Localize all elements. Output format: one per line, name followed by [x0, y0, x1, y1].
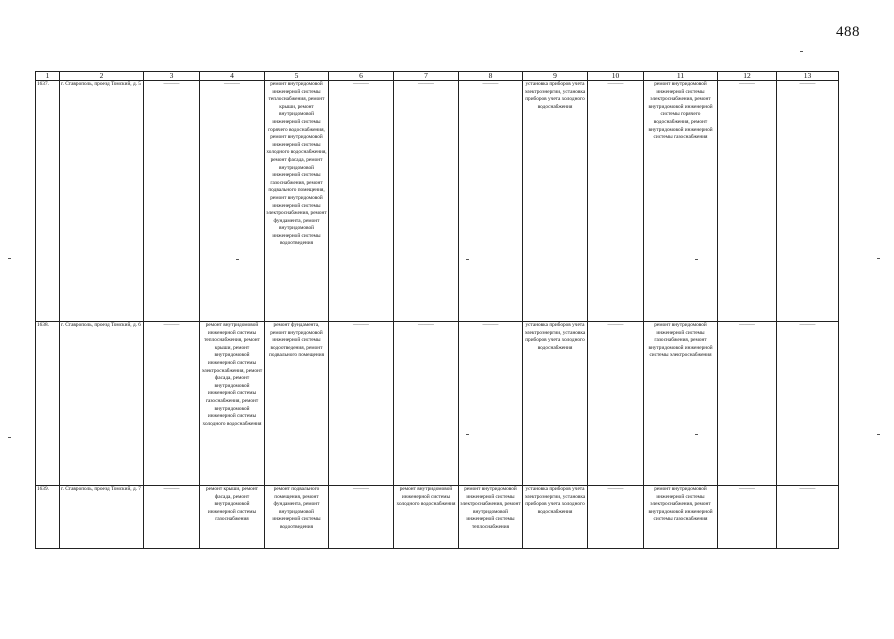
table-row	[36, 486, 839, 549]
table-cell: ———	[777, 81, 839, 322]
table-cell: ———	[459, 81, 523, 322]
scan-speck	[695, 434, 698, 435]
table-cell: ———	[144, 81, 200, 322]
column-header: 9	[523, 72, 588, 81]
table-cell: ———	[718, 81, 777, 322]
column-header: 2	[60, 72, 144, 81]
table-cell: ———	[394, 81, 459, 322]
table-cell: ремонт внутридомовой инженерной системы теплоснабжения, ремонт крыши, ремонт внутридомовой инженерной системы электроснабжения, ремонт фасада, ремонт внутридомовой инженерной системы газоснабжения, ремонт внутридомовой инженерной системы холодного водоснабжения	[200, 322, 265, 486]
row-address: г. Ставрополь, проезд Томский, д. 5	[60, 81, 144, 322]
scan-speck	[877, 434, 880, 435]
table-row	[36, 322, 839, 486]
row-number: 1638.	[36, 322, 60, 486]
scan-speck	[466, 434, 469, 435]
table-cell: установка приборов учета электроэнергии, установка приборов учета холодного водоснабжения	[523, 322, 588, 486]
header-row	[36, 72, 839, 81]
table-cell: ———	[588, 81, 644, 322]
scan-speck	[695, 259, 698, 260]
table-cell: ———	[718, 486, 777, 549]
table-cell: установка приборов учета электроэнергии, установка приборов учета холодного водоснабжения	[523, 81, 588, 322]
table-cell: ———	[329, 81, 394, 322]
scan-speck	[466, 259, 469, 260]
table-cell: ремонт внутридомовой инженерной системы теплоснабжения, ремонт крыши, ремонт внутридомовой инженерной системы горячего водоснабжения, ремонт внутридомовой инженерной системы холодного водоснабжения, ремонт фасада, ремонт внутридомовой инженерной системы газоснабжения, ремонт подвального помещения, ремонт внутридомовой инженерной системы электроснабжения, ремонт фундамента, ремонт внутридомовой инженерной системы водоотведения	[265, 81, 329, 322]
scan-speck	[800, 51, 803, 52]
column-header: 3	[144, 72, 200, 81]
repair-schedule-table	[35, 71, 839, 549]
column-header: 1	[36, 72, 60, 81]
scan-speck	[236, 259, 239, 260]
table-cell: ———	[200, 81, 265, 322]
row-number: 1637.	[36, 81, 60, 322]
column-header: 10	[588, 72, 644, 81]
table-cell: ———	[777, 486, 839, 549]
table-cell: ———	[144, 486, 200, 549]
column-header: 13	[777, 72, 839, 81]
column-header: 6	[329, 72, 394, 81]
column-header: 4	[200, 72, 265, 81]
table-cell: ———	[394, 322, 459, 486]
table-cell: ремонт внутридомовой инженерной системы электроснабжения, ремонт внутридомовой инженерной системы газоснабжения	[644, 486, 718, 549]
scan-speck	[8, 437, 11, 438]
table-cell: ремонт крыши, ремонт фасада, ремонт внутридомовой инженерной системы газоснабжения	[200, 486, 265, 549]
table-cell: ———	[329, 322, 394, 486]
column-header: 8	[459, 72, 523, 81]
table-cell: установка приборов учета электроэнергии, установка приборов учета холодного водоснабжения	[523, 486, 588, 549]
row-address: г. Ставрополь, проезд Томский, д. 6	[60, 322, 144, 486]
scan-speck	[8, 258, 11, 259]
table-cell: ———	[588, 486, 644, 549]
table-cell: ремонт внутридомовой инженерной системы электроснабжения, ремонт внутридомовой инженерной системы горячего водоснабжения, ремонт внутридомовой инженерной системы газоснабжения	[644, 81, 718, 322]
column-header: 12	[718, 72, 777, 81]
table-row	[36, 81, 839, 322]
table-cell: ———	[777, 322, 839, 486]
row-number: 1639.	[36, 486, 60, 549]
table-cell: ———	[459, 322, 523, 486]
table-cell: ремонт внутридомовой инженерной системы газоснабжения, ремонт внутридомовой инженерной системы электроснабжения	[644, 322, 718, 486]
column-header: 11	[644, 72, 718, 81]
table-cell: ———	[144, 322, 200, 486]
table-cell: ремонт внутридомовой инженерной системы электроснабжения, ремонт внутридомовой инженерной системы теплоснабжения	[459, 486, 523, 549]
column-header: 7	[394, 72, 459, 81]
page-number: 488	[836, 24, 860, 40]
table-cell: ———	[329, 486, 394, 549]
table-cell: ремонт подвального помещения, ремонт фундамента, ремонт внутридомовой инженерной системы водоотведения	[265, 486, 329, 549]
table-cell: ———	[718, 322, 777, 486]
table-cell: ремонт внутридомовой инженерной системы холодного водоснабжения	[394, 486, 459, 549]
column-header: 5	[265, 72, 329, 81]
row-address: г. Ставрополь, проезд Томский, д. 7	[60, 486, 144, 549]
table-cell: ремонт фундамента, ремонт внутридомовой инженерной системы водоотведения, ремонт подвального помещения	[265, 322, 329, 486]
table-cell: ———	[588, 322, 644, 486]
scan-speck	[877, 258, 880, 259]
